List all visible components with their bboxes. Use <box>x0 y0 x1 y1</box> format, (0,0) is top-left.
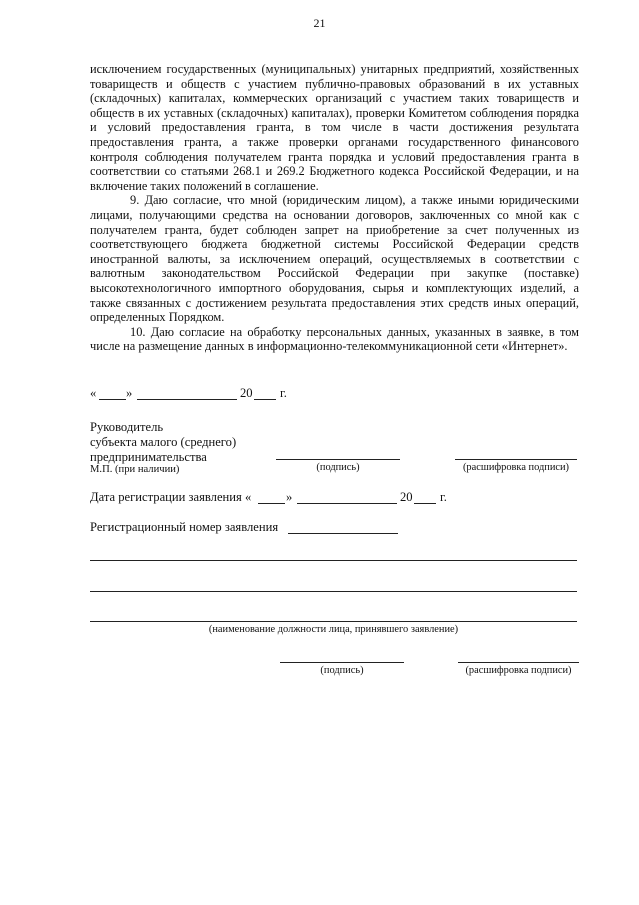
acceptor-signature-caption: (подпись) <box>320 665 364 676</box>
page-number: 21 <box>313 16 326 30</box>
year-field[interactable] <box>254 399 276 400</box>
signatory-decoding-field[interactable] <box>455 459 577 460</box>
paragraph-9: 9. Даю согласие, что мной (юридическим лицом), а также иными юридическими лицами, получающими средства на основании договоров, заключенных со мной как с получателем гранта, будет соблюден запрет на приобретение за счет полученных из соответствующего бюджета бюджетной системы Российской Федерации средств иностранной валюты, за исключением операций, осуществляемых в соответствии с валютным законодательством Российской Федерации при закупке (поставке) высокотехнологичного импортного оборудования, сырья и комплектующих изделий, а также связанных с достижением результата предоставления этих средств иных операций, определенных Порядком. <box>90 193 579 325</box>
acceptor-position-field-1[interactable] <box>90 560 577 561</box>
signatory-decoding-caption: (расшифровка подписи) <box>462 462 570 473</box>
registration-month-field[interactable] <box>297 503 397 504</box>
registration-year-suffix: г. <box>440 490 447 504</box>
acceptor-signature-field[interactable] <box>280 662 404 663</box>
application-body <box>90 62 579 354</box>
paragraph-intro: исключением государственных (муниципальных) унитарных предприятий, хозяйственных товариществ и обществ с участием публично-правовых образований в их уставных (складочных) капиталах, коммерческих организаций с участием таких товариществ и обществ в их уставных (складочных) капиталах), проверки Комитетом соблюдения порядка и условий предоставления гранта, в том числе в части достижения результата предоставления гранта, а также проверки органами государственного финансового контроля соблюдения получателем гранта порядка и условий предоставления гранта в соответствии со статьями 268.1 и 269.2 Бюджетного кодекса Российской Федерации, и на включение таких положений в соглашение. <box>90 62 579 193</box>
acceptor-position-field-2[interactable] <box>90 591 577 592</box>
year-suffix: г. <box>280 386 287 400</box>
date-open-quote: « <box>90 386 97 400</box>
acceptor-position-field-3[interactable] <box>90 621 577 622</box>
year-prefix: 20 <box>240 386 253 400</box>
registration-date-label: Дата регистрации заявления « <box>90 490 252 504</box>
signatory-signature-field[interactable] <box>276 459 400 460</box>
registration-day-field[interactable] <box>258 503 285 504</box>
day-field[interactable] <box>99 399 126 400</box>
acceptor-decoding-caption: (расшифровка подписи) <box>465 665 572 676</box>
registration-year-prefix: 20 <box>400 490 413 504</box>
date-close-quote: » <box>126 386 133 400</box>
signatory-line-3: предпринимательства <box>90 450 207 464</box>
stamp-label: М.П. (при наличии) <box>90 464 180 475</box>
paragraph-10: 10. Даю согласие на обработку персональных данных, указанных в заявке, в том числе на размещение данных в информационно-телекоммуникационной сети «Интернет». <box>90 324 579 354</box>
acceptor-position-caption: (наименование должности лица, принявшего заявление) <box>208 624 459 635</box>
registration-date-close: » <box>286 490 293 504</box>
registration-year-field[interactable] <box>414 503 436 504</box>
registration-number-field[interactable] <box>288 533 398 534</box>
signatory-signature-caption: (подпись) <box>316 462 360 473</box>
signatory-line-1: Руководитель <box>90 420 164 434</box>
registration-number-label: Регистрационный номер заявления <box>90 520 279 534</box>
month-field[interactable] <box>137 399 237 400</box>
acceptor-decoding-field[interactable] <box>458 662 579 663</box>
signatory-line-2: субъекта малого (среднего) <box>90 435 237 449</box>
